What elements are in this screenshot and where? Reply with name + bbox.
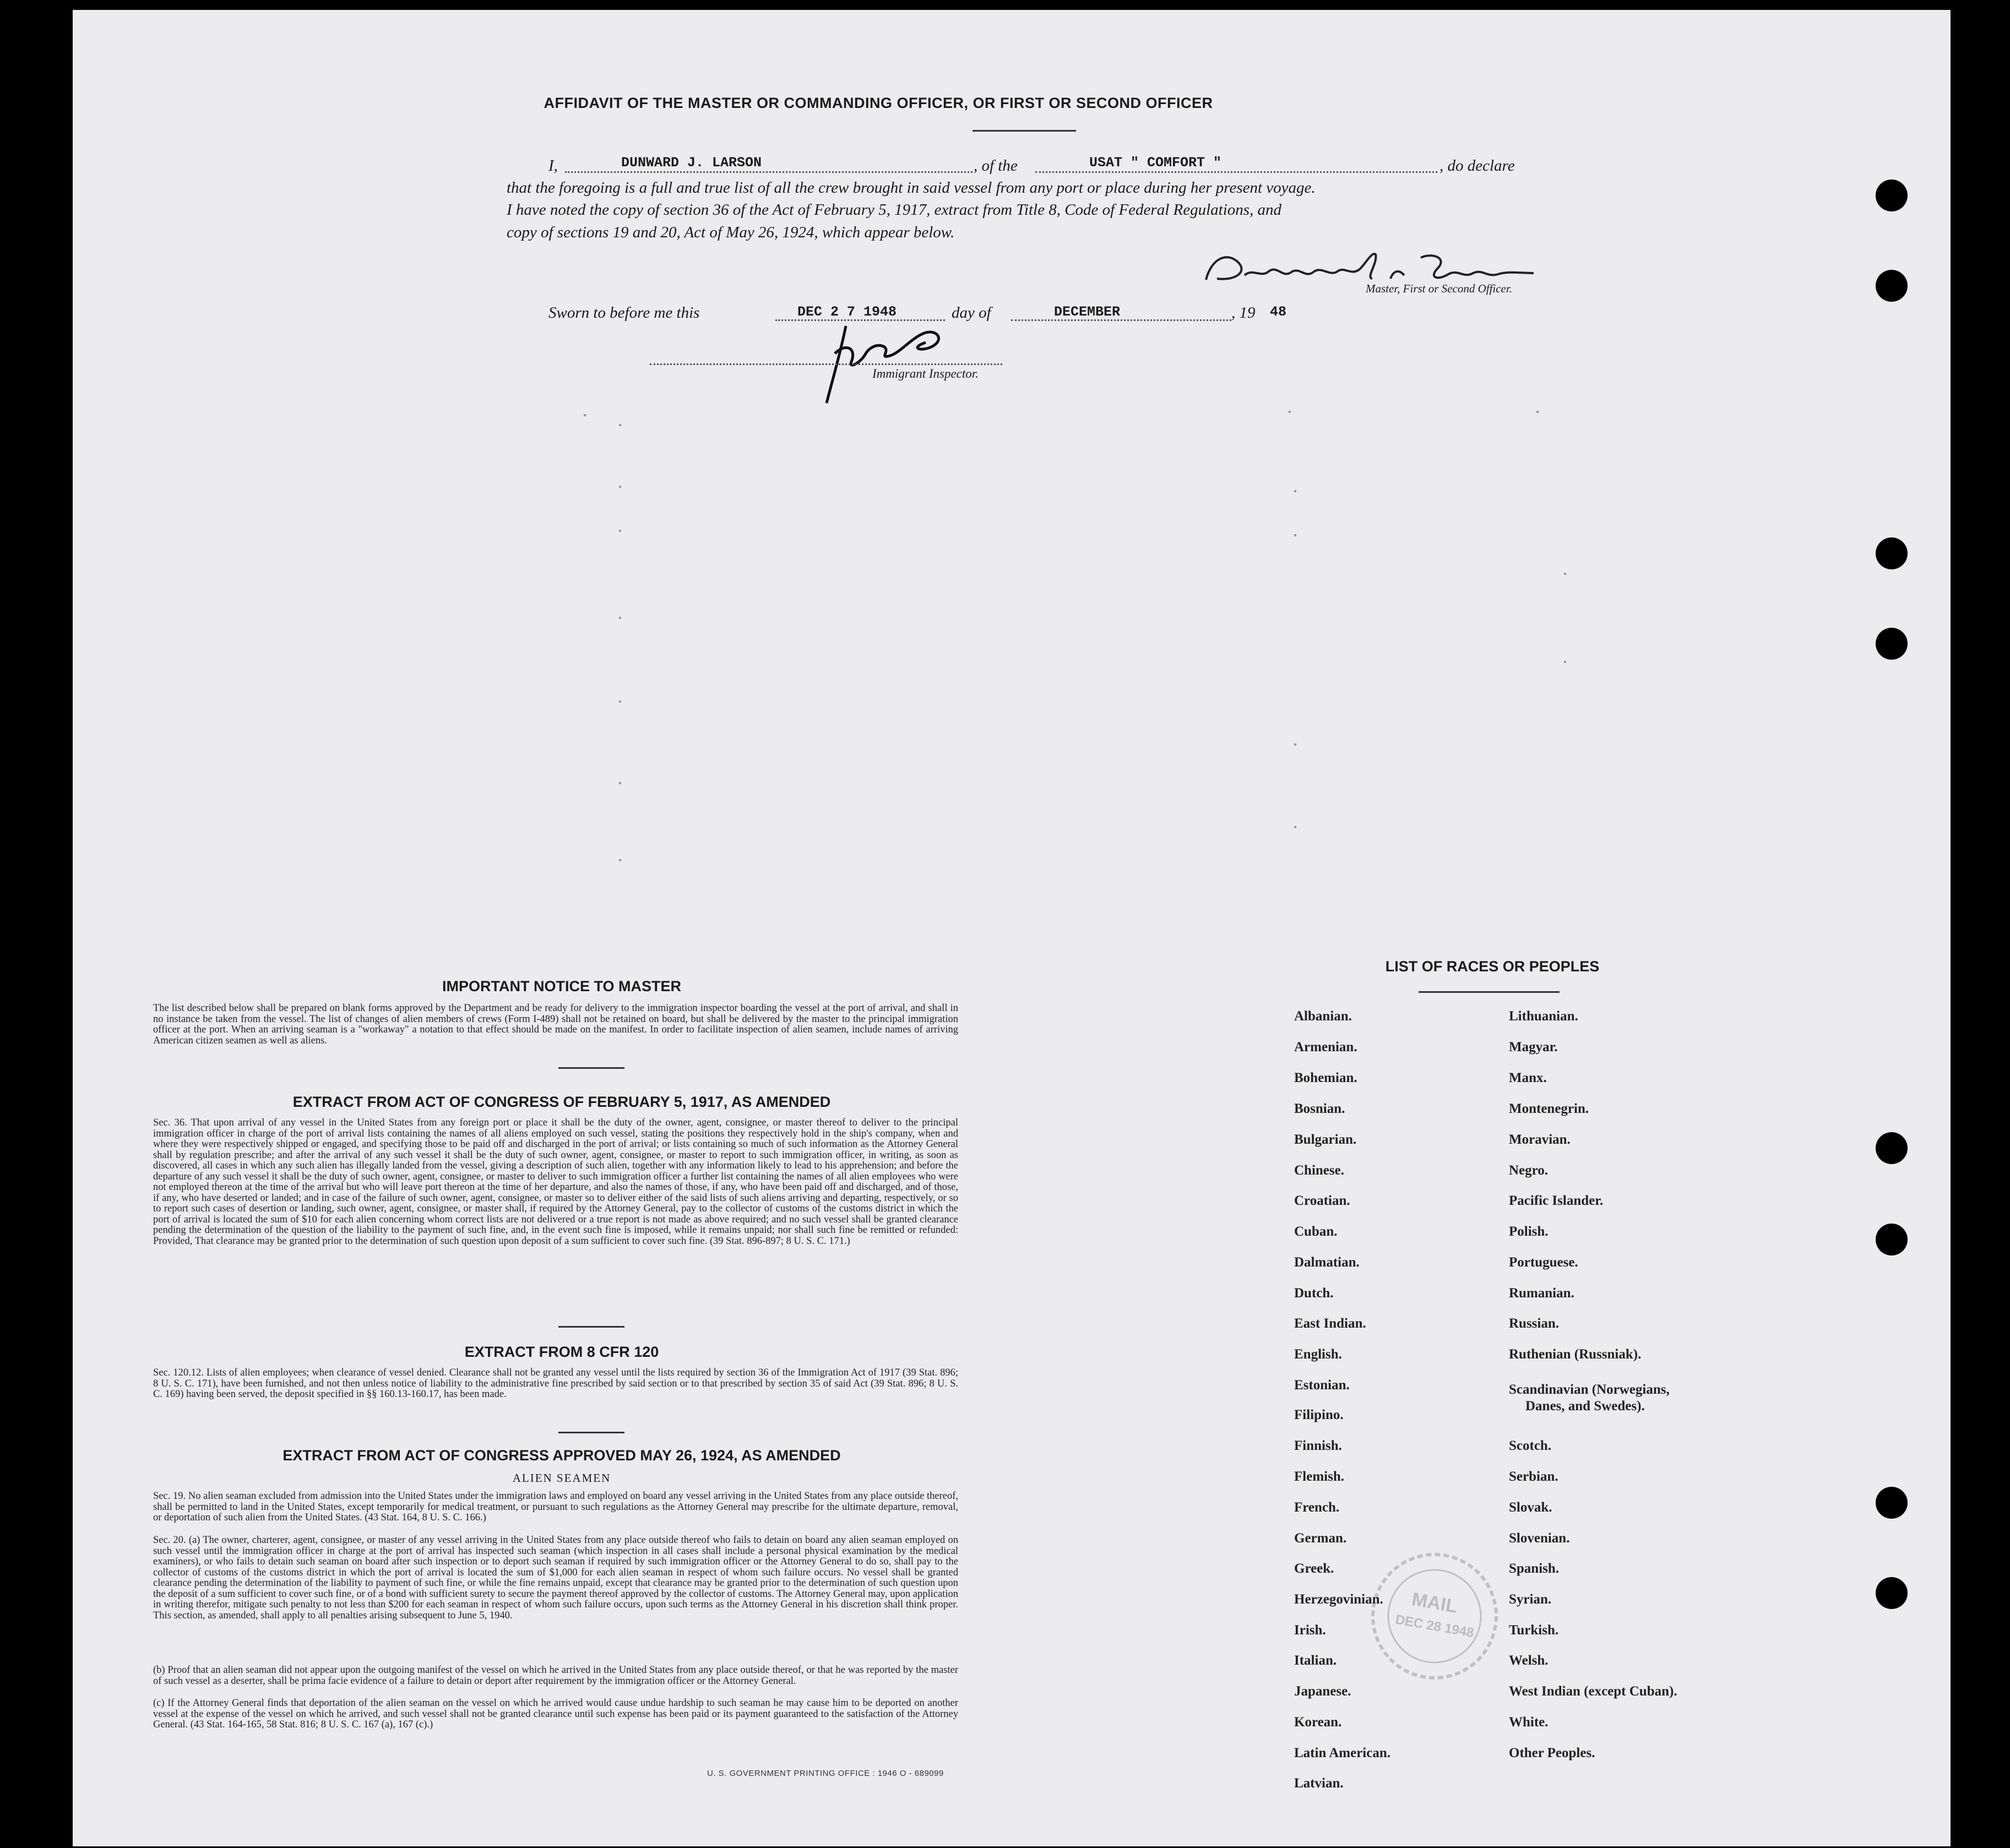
sec20c-text: (c) If the Attorney General finds that deportation of the alien seaman on the vessel on which he arrived would cause undue hardship to such seaman he may cause him to be deported on another vessel at the expense of the vessel on which he arrived, and such vessel shall not be granted clearance until such expense has been paid or its payment guaranteed to the satisfaction of the Attorney General. (43 Stat. 164-165, 58 Stat. 816; 8 U. S. C. 167 (a), 167 (c).) (153, 1698, 958, 1730)
bleed-mark (1536, 411, 1539, 413)
binder-hole (1876, 1132, 1908, 1164)
race-left: Japanese. (1294, 1684, 1351, 1699)
races-title-rule (1419, 991, 1560, 993)
race-right: Scotch. (1509, 1438, 1552, 1453)
inspector-line (650, 363, 1002, 365)
race-right: Slovenian. (1509, 1531, 1570, 1546)
officer-name: DUNWARD J. LARSON (621, 155, 762, 171)
year-prefix: , 19 (1231, 304, 1256, 322)
race-right: Welsh. (1509, 1653, 1549, 1668)
race-left: Bohemian. (1294, 1070, 1357, 1085)
race-left: French. (1294, 1500, 1340, 1515)
race-left: Irish. (1294, 1623, 1326, 1638)
race-left: Estonian. (1294, 1378, 1350, 1393)
race-right: Rumanian. (1509, 1286, 1574, 1301)
bleed-mark (1294, 490, 1296, 492)
bleed-mark (619, 782, 621, 784)
sworn-date: DEC 2 7 1948 (797, 304, 897, 320)
bleed-mark (1289, 411, 1291, 413)
race-left: Herzegovinian. (1294, 1592, 1383, 1607)
do-declare-label: , do declare (1439, 157, 1515, 175)
master-caption: Master, First or Second Officer. (1366, 282, 1512, 295)
sworn-label: Sworn to before me this (548, 304, 700, 322)
race-right: Polish. (1509, 1224, 1549, 1239)
race-left: Albanian. (1294, 1009, 1352, 1024)
month: DECEMBER (1054, 304, 1121, 320)
bleed-mark (1294, 826, 1296, 828)
race-left: Korean. (1294, 1715, 1342, 1730)
race-right: Manx. (1509, 1070, 1547, 1085)
officer-name-line (565, 171, 973, 173)
race-left: Croatian. (1294, 1193, 1350, 1208)
race-left: Italian. (1294, 1653, 1337, 1668)
affidavit-line-4: copy of sections 19 and 20, Act of May 26, 1924, which appear below. (507, 224, 955, 241)
extract-1917-title: EXTRACT FROM ACT OF CONGRESS OF FEBRUARY 5, 1917, AS AMENDED (292, 1094, 831, 1110)
inspector-caption: Immigrant Inspector. (872, 367, 979, 381)
of-the-label: , of the (974, 157, 1018, 175)
race-right: Montenegrin. (1509, 1101, 1589, 1116)
day-of-label: day of (952, 304, 991, 322)
mail-stamp-date: DEC 28 1948 (1394, 1612, 1475, 1641)
bleed-mark (584, 414, 586, 416)
vessel-name-line (1035, 171, 1437, 173)
sec20a-text: Sec. 20. (a) The owner, charterer, agent, consignee, or master of any vessel arriving in the United States from any place outside thereof who fails to detain on board any alien seaman employed on such vessel until the immigration officer in charge at the port of arrival has inspected such seaman (which inspection in all cases shall include a personal physical examination by the medical examiners), or who fails to detain such seaman on board after such inspection or to deport such seaman if required by such immigration officer or the Attorney General to do so, shall pay to the collector of customs of the customs district in which the port of arrival is located the sum of $1,000 for each alien seaman in respect of whom such failure occurs. No vessel shall be granted clearance pending the determination of the liability to payment of such fine, or while the fine remains unpaid, except that clearance may be granted prior to the determination of such question upon the deposit of a sum sufficient to cover such fine, or of a bond with sufficient surety to secure the payment thereof approved by the collector of customs. The Attorney General may, upon application in writing therefor, mitigate such penalty to not less than $200 for each seaman in respect of whom such failure occurs, upon such terms as the Attorney General in his discretion shall think proper. This section, as amended, shall apply to all penalties arising subsequent to June 5, 1940. (153, 1535, 958, 1621)
race-right: Negro. (1509, 1163, 1549, 1178)
race-left: Latin American. (1294, 1746, 1390, 1760)
race-left: English. (1294, 1347, 1342, 1362)
race-right: Ruthenian (Russniak). (1509, 1347, 1642, 1362)
binder-hole (1876, 1224, 1908, 1255)
race-left: Finnish. (1294, 1438, 1342, 1453)
extract-1924-subtitle: ALIEN SEAMEN (512, 1471, 611, 1485)
bleed-mark (1564, 573, 1566, 575)
race-right: Moravian. (1509, 1132, 1571, 1147)
race-right: West Indian (except Cuban). (1509, 1684, 1677, 1699)
printer-line: U. S. GOVERNMENT PRINTING OFFICE : 1946 O - 689099 (707, 1769, 944, 1778)
race-left: Latvian. (1294, 1776, 1344, 1791)
race-left: Flemish. (1294, 1469, 1344, 1484)
binder-hole (1876, 270, 1908, 302)
race-left: Greek. (1294, 1561, 1334, 1576)
race-right: Slovak. (1509, 1500, 1552, 1515)
notice-text: The list described below shall be prepared on blank forms approved by the Department and be ready for delivery to the immigration inspector boarding the vessel at the port of arrival, and shall in no instance be taken from the vessel. The list of changes of alien members of crews (Form I-489) shall not be retained on board, but shall be delivered by the master to the principal immigration officer at the port. When an arriving seaman is a "workaway" a notation to that effect should be made on the manifest. In order to facilitate inspection of alien seamen, include names of arriving American citizen seamen as well as aliens. (153, 1003, 958, 1046)
extract-1917-text: Sec. 36. That upon arrival of any vessel in the United States from any foreign port or place it shall be the duty of the owner, agent, consignee, or master thereof to deliver to the principal immigration officer in charge of the port of arrival lists containing the names of all aliens employed on such vessel, stating the positions they respectively hold in the ship's company, when and where they were respectively shipped or engaged, and specifying those to be paid off and discharged in the port of arrival; or lists containing so much of such information as the Attorney General shall by regulation prescribe; and after the arrival of any such vessel it shall be the duty of such owner, agent, consignee, or master to report to such immigration officer, in writing, as soon as discovered, all cases in which any such alien has illegally landed from the vessel, giving a description of such alien, together with any information likely to lead to his apprehension; and before the departure of any such vessel it shall be the duty of such owner, agent, consignee, or master to deliver to such immigration officer a further list containing the names of all alien employees who were not employed thereon at the time of the arrival but who will leave port thereon at the time of her departure, and also the names of those, if any, who have been paid off and discharged, and of those, if any, who have deserted or landed; and in case of the failure of such owner, agent, consignee, or master so to deliver either of the said lists of such aliens arriving and departing, respectively, or so to report such cases of desertion or landing, such owner, agent, consignee, or master shall, if required by the Attorney General, pay to the collector of customs of the customs district in which the port of arrival is located the sum of $10 for each alien concerning whom correct lists are not delivered or a true report is not made as above required; and no such vessel shall be granted clearance pending the determination of the question of the liability to the payment of such fine, and, in the event such fine is imposed, while it remains unpaid; nor shall such fine be remitted or refunded: Provided, That clearance may be granted prior to the determination of such question upon deposit of a sum sufficient to cover such fine. (39 Stat. 896-897; 8 U. S. C. 171.) (153, 1117, 958, 1247)
affidavit-title: AFFIDAVIT OF THE MASTER OR COMMANDING OFFICER, OR FIRST OR SECOND OFFICER (544, 95, 1213, 111)
extract-1924-title: EXTRACT FROM ACT OF CONGRESS APPROVED MAY 26, 1924, AS AMENDED (283, 1447, 841, 1464)
bleed-mark (1294, 743, 1296, 746)
month-line (1011, 319, 1231, 321)
mail-stamp-label: MAIL (1410, 1589, 1459, 1617)
race-right: Danes, and Swedes). (1525, 1399, 1645, 1414)
race-right: Portuguese. (1509, 1255, 1578, 1270)
section-rule (558, 1067, 624, 1069)
race-right: Other Peoples. (1509, 1746, 1595, 1760)
extract-cfr-text: Sec. 120.12. Lists of alien employees; when clearance of vessel denied. Clearance shall not be granted any vessel until the lists required by section 36 of the Immigration Act of 1917 (39 Stat. 896; 8 U. S. C. 171), have been furnished, and not then unless notice of liability to the administrative fine prescribed by said section or to that prescribed by section 35 of said Act (39 Stat. 896; 8 U. S. C. 169) having been served, the deposit specified in §§ 160.13-160.17, has been made. (153, 1367, 958, 1400)
race-left: Armenian. (1294, 1040, 1357, 1055)
bleed-mark (1294, 534, 1296, 536)
races-title: LIST OF RACES OR PEOPLES (1385, 958, 1600, 975)
section-rule (558, 1326, 624, 1328)
binder-hole (1876, 180, 1908, 211)
sec19-text: Sec. 19. No alien seaman excluded from admission into the United States under the immigration laws and employed on board any vessel arriving in the United States from any place outside thereof, shall be permitted to land in the United States, except temporarily for medical treatment, or pursuant to such regulations as the Attorney General may prescribe for the ultimate departure, removal, or deportation of such alien from the United States. (43 Stat. 164, 8 U. S. C. 166.) (153, 1491, 958, 1523)
race-right: White. (1509, 1715, 1549, 1730)
binder-hole (1876, 628, 1908, 660)
bleed-mark (619, 617, 621, 619)
year-suffix: 48 (1270, 304, 1287, 320)
race-right: Serbian. (1509, 1469, 1558, 1484)
binder-hole (1876, 537, 1908, 569)
mail-stamp (1366, 1547, 1503, 1685)
race-left: Cuban. (1294, 1224, 1338, 1239)
title-rule (973, 130, 1076, 132)
bleed-mark (619, 486, 621, 488)
i-label: I, (548, 157, 558, 175)
race-left: Chinese. (1294, 1163, 1344, 1178)
binder-hole (1876, 1577, 1908, 1609)
bleed-mark (1564, 661, 1566, 663)
race-right: Scandinavian (Norwegians, (1509, 1382, 1670, 1397)
race-right: Russian. (1509, 1316, 1560, 1331)
affidavit-line-2: that the foregoing is a full and true list of all the crew brought in said vessel from any port or place during her present voyage. (507, 179, 1316, 197)
race-right: Lithuanian. (1509, 1009, 1578, 1024)
bleed-mark (619, 530, 621, 532)
notice-title: IMPORTANT NOTICE TO MASTER (442, 978, 681, 994)
race-left: Dalmatian. (1294, 1255, 1360, 1270)
race-left: East Indian. (1294, 1316, 1366, 1331)
race-left: Bosnian. (1294, 1101, 1345, 1116)
sec20b-text: (b) Proof that an alien seaman did not appear upon the outgoing manifest of the vessel on which he arrived in the United States from any place outside thereof, or that he was reported by the master of such vessel as a deserter, shall be prima facie evidence of a failure to detain or deport after requirement by the immigration officer or the Attorney General. (153, 1665, 958, 1687)
affidavit-line-1 (548, 157, 1541, 176)
race-right: Magyar. (1509, 1040, 1558, 1055)
bleed-mark (619, 859, 621, 861)
section-rule (558, 1432, 624, 1433)
race-left: German. (1294, 1531, 1347, 1546)
race-right: Syrian. (1509, 1592, 1552, 1607)
extract-cfr-title: EXTRACT FROM 8 CFR 120 (464, 1344, 659, 1360)
bleed-mark (619, 700, 621, 703)
race-left: Dutch. (1294, 1286, 1334, 1301)
race-right: Pacific Islander. (1509, 1193, 1604, 1208)
binder-hole (1876, 1487, 1908, 1519)
race-right: Turkish. (1509, 1623, 1559, 1638)
race-left: Bulgarian. (1294, 1132, 1357, 1147)
race-right: Spanish. (1509, 1561, 1560, 1576)
bleed-mark (619, 424, 621, 426)
race-left: Filipino. (1294, 1407, 1344, 1422)
affidavit-line-3: I have noted the copy of section 36 of the Act of February 5, 1917, extract from Title 8, Code of Federal Regulations, and (507, 201, 1282, 219)
vessel-name: USAT " COMFORT " (1089, 155, 1222, 171)
